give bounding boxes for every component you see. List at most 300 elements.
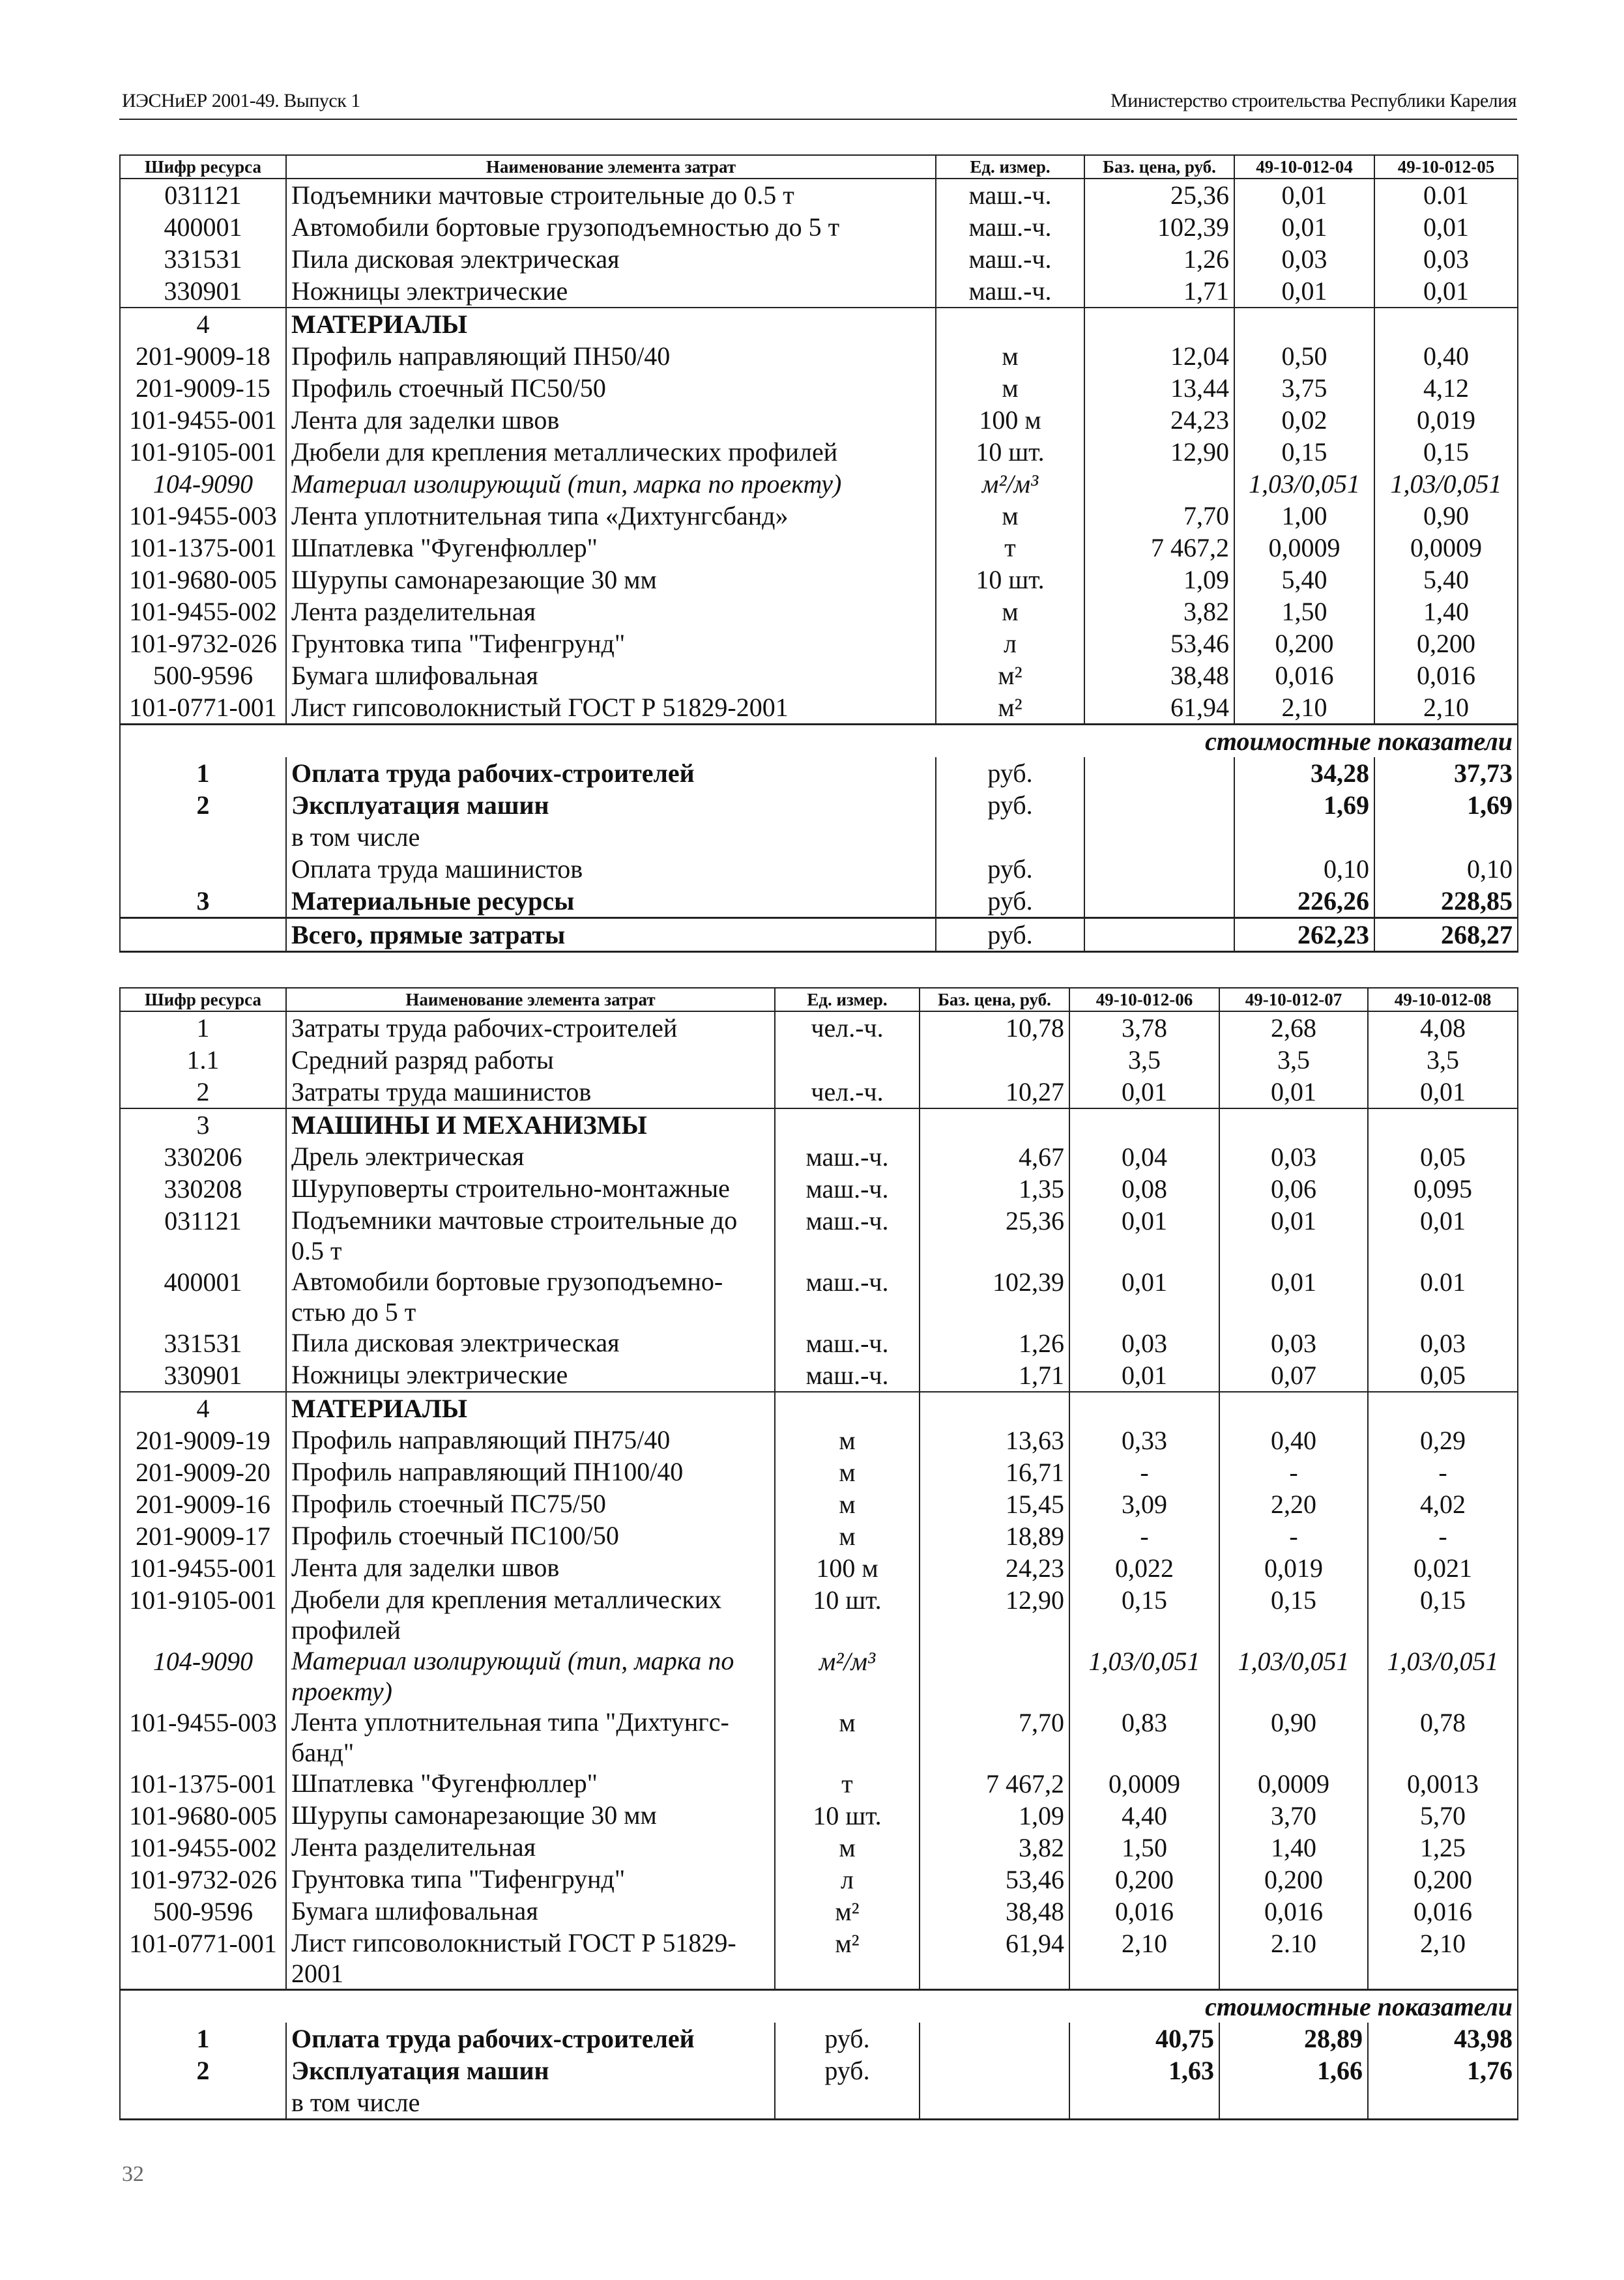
norm-value-1: 3,78 [1069, 1011, 1219, 1044]
base-price: 12,90 [1084, 436, 1234, 468]
unit: маш.-ч. [936, 211, 1084, 243]
cost-row [120, 2055, 1518, 2086]
norm-value-3: 0,095 [1368, 1173, 1518, 1205]
resource-name: Шпатлевка "Фугенфюллер" [286, 532, 936, 564]
norm-value-3: 0,78 [1368, 1707, 1518, 1768]
unit: маш.-ч. [775, 1327, 920, 1359]
resource-code: 1.1 [120, 1044, 286, 1076]
resource-name: Дюбели для крепления металлических профилей [286, 1584, 775, 1645]
base-price: 1,09 [920, 1800, 1069, 1832]
table-row [120, 211, 1518, 243]
norm-value-3: - [1368, 1456, 1518, 1488]
unit: м [936, 596, 1084, 628]
base-price: 13,44 [1084, 372, 1234, 404]
table-row [120, 468, 1518, 500]
unit: руб. [775, 2023, 920, 2055]
base-price: 7 467,2 [1084, 532, 1234, 564]
unit: м² [775, 1896, 920, 1927]
base-price [920, 2086, 1069, 2120]
section-title: МАТЕРИАЛЫ [286, 1392, 775, 1424]
resource-name: Подъемники мачтовые строительные до 0.5 т [286, 1205, 775, 1266]
ministry-name: Министерство строительства Республики Карелия [1110, 90, 1516, 111]
norm-value-3: 0,15 [1368, 1584, 1518, 1645]
section-title: МАШИНЫ И МЕХАНИЗМЫ [286, 1108, 775, 1141]
resource-name: Затраты труда рабочих-строителей [286, 1011, 775, 1044]
section-title: МАТЕРИАЛЫ [286, 308, 936, 340]
base-price: 18,89 [920, 1520, 1069, 1552]
norm-value-1: 0,01 [1069, 1205, 1219, 1266]
resource-name: в том числе [286, 821, 936, 853]
base-price: 61,94 [1084, 691, 1234, 725]
base-price: 3,82 [1084, 596, 1234, 628]
resource-code: 101-9732-026 [120, 628, 286, 659]
cost-row [120, 757, 1518, 789]
base-price: 1,35 [920, 1173, 1069, 1205]
empty-cell [920, 1392, 1069, 1424]
resource-code: 201-9009-20 [120, 1456, 286, 1488]
resource-code: 101-9105-001 [120, 436, 286, 468]
norm-value-2: - [1219, 1520, 1368, 1552]
resource-code: 500-9596 [120, 1896, 286, 1927]
norm-value-1: 0,01 [1234, 275, 1374, 308]
resource-code: 201-9009-15 [120, 372, 286, 404]
empty-cell [936, 308, 1084, 340]
base-price: 16,71 [920, 1456, 1069, 1488]
unit: м [775, 1707, 920, 1768]
resource-name: Грунтовка типа "Тифенгрунд" [286, 1864, 775, 1896]
norm-value-1: 226,26 [1234, 885, 1374, 918]
table-row [120, 1927, 1518, 1990]
table-header-row [120, 155, 1518, 179]
table-row [120, 1266, 1518, 1327]
table-row [120, 1327, 1518, 1359]
unit: м [936, 340, 1084, 372]
resource-code: 101-9455-002 [120, 596, 286, 628]
resource-name: Профиль направляющий ПН50/40 [286, 340, 936, 372]
section-row [120, 1108, 1518, 1141]
resource-code: 101-9455-002 [120, 1832, 286, 1864]
table-row [120, 1520, 1518, 1552]
resource-code [120, 2086, 286, 2120]
unit: маш.-ч. [936, 179, 1084, 211]
table-row [120, 1800, 1518, 1832]
col-header-code: Шифр ресурса [120, 988, 286, 1011]
resource-code: 400001 [120, 1266, 286, 1327]
resource-code: 104-9090 [120, 1645, 286, 1707]
resource-name: Подъемники мачтовые строительные до 0.5 т [286, 179, 936, 211]
unit: руб. [775, 2055, 920, 2086]
norm-value-2: 2,20 [1219, 1488, 1368, 1520]
base-price: 38,48 [1084, 659, 1234, 691]
document-series-title: ИЭСНиЕР 2001-49. Выпуск 1 [122, 90, 360, 111]
unit: т [775, 1768, 920, 1800]
base-price: 24,23 [920, 1552, 1069, 1584]
resource-code: 201-9009-19 [120, 1424, 286, 1456]
unit: чел.-ч. [775, 1076, 920, 1108]
resource-code [120, 821, 286, 853]
table-row [120, 275, 1518, 308]
resource-name: Пила дисковая электрическая [286, 1327, 775, 1359]
cost-row [120, 885, 1518, 918]
resource-name: Материал изолирующий (тип, марка по проекту) [286, 1645, 775, 1707]
base-price: 24,23 [1084, 404, 1234, 436]
base-price: 13,63 [920, 1424, 1069, 1456]
table-row [120, 1173, 1518, 1205]
resource-code: 101-0771-001 [120, 691, 286, 725]
base-price: 7,70 [920, 1707, 1069, 1768]
resource-code: 201-9009-17 [120, 1520, 286, 1552]
total-value-2: 268,27 [1374, 918, 1518, 952]
col-header-norm-3: 49-10-012-08 [1368, 988, 1518, 1011]
norm-value-1: 0,016 [1069, 1896, 1219, 1927]
norm-value-2: 0,15 [1374, 436, 1518, 468]
norm-value-1: 0,33 [1069, 1424, 1219, 1456]
base-price [920, 1044, 1069, 1076]
base-price: 25,36 [1084, 179, 1234, 211]
table-row [120, 1011, 1518, 1044]
total-row [120, 918, 1518, 952]
norm-value-2: 1,69 [1374, 789, 1518, 821]
resource-code: 1 [120, 2023, 286, 2055]
norm-value-1: 0,50 [1234, 340, 1374, 372]
norm-value-2: 37,73 [1374, 757, 1518, 789]
norm-value-3: 5,70 [1368, 1800, 1518, 1832]
norm-value-1 [1069, 2086, 1219, 2120]
resource-name: Шпатлевка "Фугенфюллер" [286, 1768, 775, 1800]
resource-table-1 [119, 154, 1518, 953]
norm-value-2: 0,0009 [1374, 532, 1518, 564]
norm-value-3: 0,200 [1368, 1864, 1518, 1896]
norm-value-3: 0,016 [1368, 1896, 1518, 1927]
norm-value-1: 0,15 [1069, 1584, 1219, 1645]
norm-value-1: - [1069, 1520, 1219, 1552]
col-header-name: Наименование элемента затрат [286, 155, 936, 179]
resource-table-2 [119, 987, 1518, 2120]
table-header-row [120, 988, 1518, 1011]
empty-cell [1069, 1392, 1219, 1424]
resource-name: Лента разделительная [286, 1832, 775, 1864]
unit: м [775, 1520, 920, 1552]
norm-value-2: 3,5 [1219, 1044, 1368, 1076]
table-row [120, 1205, 1518, 1266]
norm-value-1: 0,200 [1069, 1864, 1219, 1896]
resource-name: Эксплуатация машин [286, 789, 936, 821]
total-label: Всего, прямые затраты [286, 918, 936, 952]
resource-code: 101-9732-026 [120, 1864, 286, 1896]
unit: м²/м³ [775, 1645, 920, 1707]
norm-value-2: 3,70 [1219, 1800, 1368, 1832]
norm-value-2: 0,40 [1219, 1424, 1368, 1456]
empty-cell [1368, 1392, 1518, 1424]
table-row [120, 1044, 1518, 1076]
base-price: 102,39 [1084, 211, 1234, 243]
norm-value-2: 0,0009 [1219, 1768, 1368, 1800]
section-row [120, 1392, 1518, 1424]
cost-indicators-heading-row [120, 1990, 1518, 2023]
resource-code: 400001 [120, 211, 286, 243]
resource-name: Бумага шлифовальная [286, 1896, 775, 1927]
unit: м² [936, 691, 1084, 725]
norm-value-2: 5,40 [1374, 564, 1518, 596]
table-row [120, 500, 1518, 532]
table-row [120, 532, 1518, 564]
norm-value-1: 0,83 [1069, 1707, 1219, 1768]
unit: м [775, 1488, 920, 1520]
norm-value-2: 0.01 [1374, 179, 1518, 211]
norm-value-3: 43,98 [1368, 2023, 1518, 2055]
resource-code: 1 [120, 757, 286, 789]
unit: маш.-ч. [775, 1359, 920, 1392]
norm-value-2: - [1219, 1456, 1368, 1488]
table-row [120, 436, 1518, 468]
base-price [1084, 757, 1234, 789]
unit: руб. [936, 789, 1084, 821]
norm-value-1: - [1069, 1456, 1219, 1488]
unit: маш.-ч. [775, 1266, 920, 1327]
norm-value-2: 0,40 [1374, 340, 1518, 372]
resource-name: Профиль стоечный ПС50/50 [286, 372, 936, 404]
norm-value-2: 0,90 [1219, 1707, 1368, 1768]
resource-name: Пила дисковая электрическая [286, 243, 936, 275]
resource-name: Эксплуатация машин [286, 2055, 775, 2086]
base-price: 38,48 [920, 1896, 1069, 1927]
norm-value-1: 2,10 [1069, 1927, 1219, 1990]
resource-name: Лента разделительная [286, 596, 936, 628]
resource-code: 330901 [120, 1359, 286, 1392]
base-price: 12,04 [1084, 340, 1234, 372]
norm-value-1: 4,40 [1069, 1800, 1219, 1832]
norm-value-3: 0,021 [1368, 1552, 1518, 1584]
base-price: 10,27 [920, 1076, 1069, 1108]
resource-name: Грунтовка типа "Тифенгрунд" [286, 628, 936, 659]
base-price: 7,70 [1084, 500, 1234, 532]
norm-value-1: 0,15 [1234, 436, 1374, 468]
resource-name: Шурупы самонарезающие 30 мм [286, 564, 936, 596]
norm-value-2: 2.10 [1219, 1927, 1368, 1990]
resource-code: 201-9009-18 [120, 340, 286, 372]
resource-name: Дюбели для крепления металлических профилей [286, 436, 936, 468]
resource-name: в том числе [286, 2086, 775, 2120]
unit: л [775, 1864, 920, 1896]
base-price: 12,90 [920, 1584, 1069, 1645]
norm-value-3 [1368, 2086, 1518, 2120]
table-row [120, 1645, 1518, 1707]
norm-value-3: 1,03/0,051 [1368, 1645, 1518, 1707]
base-price: 1,71 [1084, 275, 1234, 308]
unit: 10 шт. [775, 1584, 920, 1645]
resource-name: Шуруповерты строительно-монтажные [286, 1173, 775, 1205]
unit: чел.-ч. [775, 1011, 920, 1044]
norm-value-3: 0.01 [1368, 1266, 1518, 1327]
table-row [120, 1359, 1518, 1392]
table-row [120, 372, 1518, 404]
base-price [1084, 885, 1234, 918]
unit: л [936, 628, 1084, 659]
norm-value-1: 2,10 [1234, 691, 1374, 725]
resource-name: Лента уплотнительная типа "Дихтунгс-банд" [286, 1707, 775, 1768]
norm-value-2: 0,15 [1219, 1584, 1368, 1645]
norm-value-2: 2,10 [1374, 691, 1518, 725]
resource-code: 101-0771-001 [120, 1927, 286, 1990]
norm-value-1: 0,01 [1069, 1359, 1219, 1392]
resource-code: 101-9680-005 [120, 1800, 286, 1832]
resource-name: Материальные ресурсы [286, 885, 936, 918]
cost-row [120, 789, 1518, 821]
norm-value-2: 0,01 [1219, 1076, 1368, 1108]
resource-code: 2 [120, 1076, 286, 1108]
unit: м [936, 500, 1084, 532]
table-row [120, 404, 1518, 436]
col-header-norm-2: 49-10-012-07 [1219, 988, 1368, 1011]
norm-value-1: 1,03/0,051 [1234, 468, 1374, 500]
unit: руб. [936, 853, 1084, 885]
resource-name: Профиль направляющий ПН100/40 [286, 1456, 775, 1488]
norm-value-1: 1,63 [1069, 2055, 1219, 2086]
empty-cell [920, 1108, 1069, 1141]
norm-value-3: 4,02 [1368, 1488, 1518, 1520]
norm-value-2: 1,40 [1219, 1832, 1368, 1864]
resource-name: Шурупы самонарезающие 30 мм [286, 1800, 775, 1832]
unit: маш.-ч. [775, 1141, 920, 1173]
cost-indicators-heading-row [120, 725, 1518, 758]
resource-name: Профиль направляющий ПН75/40 [286, 1424, 775, 1456]
base-price: 53,46 [920, 1864, 1069, 1896]
norm-value-2: 0,01 [1219, 1266, 1368, 1327]
norm-value-2: 0,01 [1374, 275, 1518, 308]
cost-indicators-heading: стоимостные показатели [120, 1990, 1518, 2023]
resource-name: Затраты труда машинистов [286, 1076, 775, 1108]
norm-value-1: 0,200 [1234, 628, 1374, 659]
empty-cell [1084, 308, 1234, 340]
unit: м [936, 372, 1084, 404]
norm-value-2: 1,03/0,051 [1219, 1645, 1368, 1707]
norm-value-2: 0,019 [1374, 404, 1518, 436]
resource-code: 2 [120, 789, 286, 821]
norm-value-1: 0,08 [1069, 1173, 1219, 1205]
empty-cell [775, 1108, 920, 1141]
col-header-norm-1: 49-10-012-06 [1069, 988, 1219, 1011]
norm-value-1: 0,04 [1069, 1141, 1219, 1173]
resource-name: Лента для заделки швов [286, 1552, 775, 1584]
unit: руб. [936, 885, 1084, 918]
table-row [120, 691, 1518, 725]
norm-value-2: 0,01 [1219, 1205, 1368, 1266]
norm-value-2 [1374, 821, 1518, 853]
norm-value-1: 0,0009 [1069, 1768, 1219, 1800]
table-row [120, 1864, 1518, 1896]
unit: м [775, 1832, 920, 1864]
base-price: 1,09 [1084, 564, 1234, 596]
resource-code: 331531 [120, 1327, 286, 1359]
table-row [120, 596, 1518, 628]
resource-name: Лист гипсоволокнистый ГОСТ Р 51829-2001 [286, 1927, 775, 1990]
table-row [120, 1141, 1518, 1173]
resource-code: 101-9455-001 [120, 404, 286, 436]
table-row [120, 340, 1518, 372]
cost-row [120, 2023, 1518, 2055]
resource-code: 201-9009-16 [120, 1488, 286, 1520]
resource-code: 331531 [120, 243, 286, 275]
resource-name: Бумага шлифовальная [286, 659, 936, 691]
base-price: 7 467,2 [920, 1768, 1069, 1800]
table-row [120, 1076, 1518, 1108]
section-number: 3 [120, 1108, 286, 1141]
norm-value-1: 0,01 [1234, 179, 1374, 211]
table-row [120, 1424, 1518, 1456]
norm-value-3: 1,76 [1368, 2055, 1518, 2086]
resource-code: 330901 [120, 275, 286, 308]
empty-cell [120, 918, 286, 952]
col-header-unit: Ед. измер. [936, 155, 1084, 179]
header-rule [119, 119, 1517, 120]
resource-code: 1 [120, 1011, 286, 1044]
norm-value-1: 3,75 [1234, 372, 1374, 404]
norm-value-1: 5,40 [1234, 564, 1374, 596]
norm-value-3: 0,05 [1368, 1359, 1518, 1392]
base-price: 15,45 [920, 1488, 1069, 1520]
resource-name: Профиль стоечный ПС75/50 [286, 1488, 775, 1520]
table-row [120, 628, 1518, 659]
resource-name: Оплата труда рабочих-строителей [286, 757, 936, 789]
empty-cell [1368, 1108, 1518, 1141]
table-row [120, 1488, 1518, 1520]
unit: м [775, 1456, 920, 1488]
resource-code: 330206 [120, 1141, 286, 1173]
norm-value-2: 1,66 [1219, 2055, 1368, 2086]
resource-code: 2 [120, 2055, 286, 2086]
table-row [120, 179, 1518, 211]
norm-value-3: 0,29 [1368, 1424, 1518, 1456]
norm-value-2: 228,85 [1374, 885, 1518, 918]
norm-value-1: 0,016 [1234, 659, 1374, 691]
norm-value-3: 2,10 [1368, 1927, 1518, 1990]
norm-value-2: 0,019 [1219, 1552, 1368, 1584]
cost-indicators-heading: стоимостные показатели [120, 725, 1518, 758]
resource-name: Лента уплотнительная типа «Дихтунгсбанд» [286, 500, 936, 532]
norm-value-2: 0,03 [1219, 1327, 1368, 1359]
resource-code: 3 [120, 885, 286, 918]
table-row [120, 1552, 1518, 1584]
unit: маш.-ч. [936, 243, 1084, 275]
norm-value-3: 0,03 [1368, 1327, 1518, 1359]
base-price [1084, 468, 1234, 500]
norm-value-1: 0,01 [1234, 211, 1374, 243]
resource-code: 500-9596 [120, 659, 286, 691]
unit: 10 шт. [936, 436, 1084, 468]
norm-value-1: 0,03 [1234, 243, 1374, 275]
norm-value-3: 1,25 [1368, 1832, 1518, 1864]
table-row [120, 1768, 1518, 1800]
norm-value-2: 0,200 [1219, 1864, 1368, 1896]
unit: маш.-ч. [936, 275, 1084, 308]
resource-name: Ножницы электрические [286, 1359, 775, 1392]
col-header-code: Шифр ресурса [120, 155, 286, 179]
unit: 10 шт. [936, 564, 1084, 596]
base-price: 1,71 [920, 1359, 1069, 1392]
norm-value-2: 0,016 [1374, 659, 1518, 691]
base-price: 3,82 [920, 1832, 1069, 1864]
empty-cell [1219, 1108, 1368, 1141]
col-header-price: Баз. цена, руб. [1084, 155, 1234, 179]
table-row [120, 1584, 1518, 1645]
col-header-name: Наименование элемента затрат [286, 988, 775, 1011]
unit [775, 2086, 920, 2120]
norm-value-2: 2,68 [1219, 1011, 1368, 1044]
table-row [120, 659, 1518, 691]
norm-value-2 [1219, 2086, 1368, 2120]
unit: 100 м [936, 404, 1084, 436]
resource-name: Лента для заделки швов [286, 404, 936, 436]
